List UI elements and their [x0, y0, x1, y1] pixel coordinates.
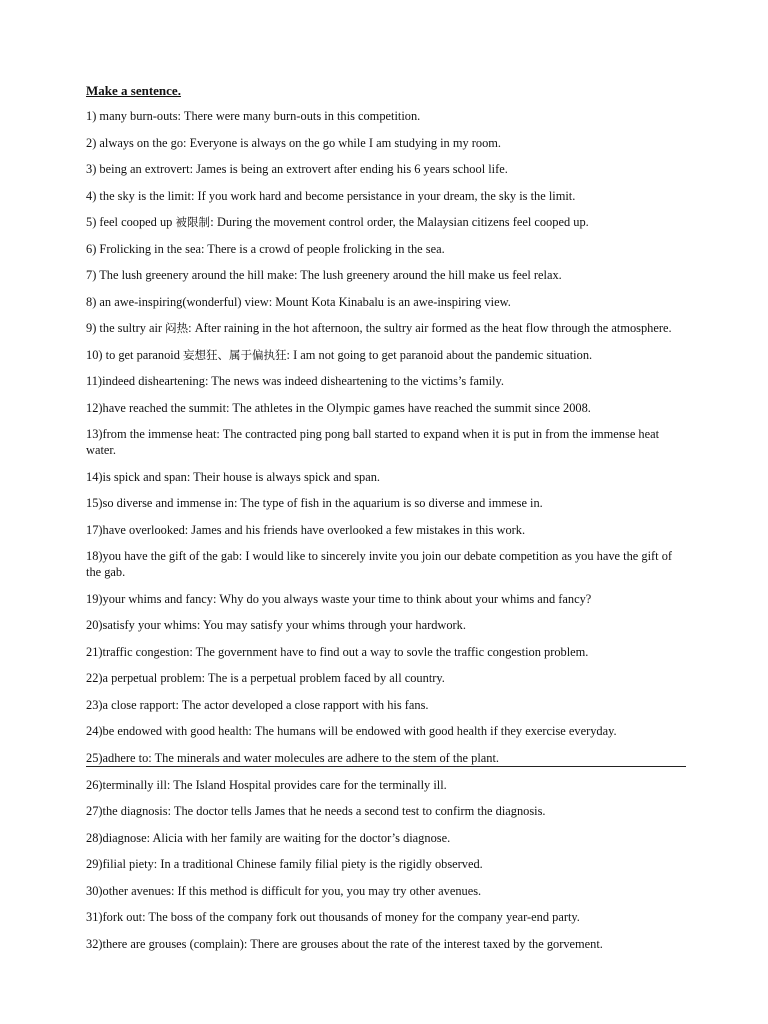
- list-item: [86, 548, 686, 580]
- item-sentence: Alicia with her family are waiting for the doctor’s diagnose.: [150, 830, 451, 845]
- item-phrase: terminally ill:: [102, 777, 171, 792]
- item-phrase: Frolicking in the sea:: [96, 241, 205, 256]
- list-item: [86, 591, 686, 607]
- item-phrase: from the immense heat:: [102, 427, 220, 441]
- item-number: 23): [86, 697, 103, 712]
- item-number: 7): [86, 268, 97, 282]
- item-chinese-gloss: 妄想狂、属于偏执狂: [183, 347, 287, 362]
- item-phrase: a perpetual problem:: [102, 671, 206, 685]
- item-phrase: feel cooped up: [96, 215, 176, 229]
- item-sentence: The lush greenery around the hill make us feel relax.: [297, 268, 562, 282]
- list-item: [86, 670, 686, 686]
- item-number: 11): [86, 374, 103, 388]
- item-sentence: During the movement control order, the Malaysian citizens feel cooped up.: [213, 215, 589, 229]
- item-sentence: I would like to sincerely invite you join our debate competition as you have the gift of the gab.: [86, 549, 673, 579]
- item-phrase: adhere to:: [102, 750, 152, 765]
- item-sentence: If this method is difficult for you, you may try other avenues.: [174, 883, 482, 898]
- item-sentence: The boss of the company fork out thousands of money for the company year-end party.: [145, 910, 580, 924]
- item-sentence: There is a crowd of people frolicking in the sea.: [204, 241, 445, 256]
- item-phrase: have reached the summit:: [102, 400, 230, 415]
- list-item: [86, 777, 686, 793]
- item-phrase: have overlooked:: [102, 522, 189, 537]
- item-phrase: satisfy your whims:: [102, 618, 201, 632]
- item-phrase: you have the gift of the gab:: [102, 549, 243, 563]
- list-item: [86, 426, 686, 458]
- item-sentence: : I am not going to get paranoid about the pandemic situation.: [286, 347, 593, 362]
- item-number: 8): [86, 294, 97, 309]
- item-phrase: fork out:: [102, 910, 146, 924]
- item-phrase: diagnose:: [102, 830, 151, 845]
- item-sentence: The government have to find out a way to sovle the traffic congestion problem.: [192, 644, 589, 659]
- item-phrase: there are grouses (complain):: [102, 936, 248, 951]
- item-sentence: The contracted ping pong ball started to expand when it is put in from the immense heat water.: [86, 427, 660, 457]
- list-item: [86, 750, 686, 767]
- item-number: 6): [86, 241, 97, 256]
- item-number: 3): [86, 162, 97, 176]
- item-number: 26): [86, 777, 103, 792]
- item-sentence: Why do you always waste your time to think about your whims and fancy?: [216, 591, 592, 606]
- list-item: [86, 697, 686, 713]
- list-item: [86, 830, 686, 846]
- item-sentence: Everyone is always on the go while I am studying in my room.: [186, 135, 502, 150]
- list-item: [86, 495, 686, 511]
- list-item: [86, 161, 686, 177]
- item-number: 5): [86, 215, 97, 229]
- item-sentence: The athletes in the Olympic games have reached the summit since 2008.: [229, 400, 591, 415]
- item-number: 1): [86, 109, 97, 123]
- item-phrase: an awe-inspiring(wonderful) view:: [96, 294, 273, 309]
- item-phrase: a close rapport:: [102, 697, 179, 712]
- list-item: [86, 214, 686, 230]
- list-item: [86, 241, 686, 257]
- item-number: 22): [86, 671, 103, 685]
- item-sentence: There are grouses about the rate of the interest taxed by the gorvement.: [247, 936, 603, 951]
- item-phrase: traffic congestion:: [102, 644, 193, 659]
- list-item: [86, 909, 686, 925]
- item-number: 24): [86, 724, 103, 738]
- item-number: 9): [86, 321, 97, 335]
- item-sentence: You may satisfy your whims through your hardwork.: [200, 618, 466, 632]
- item-number: 13): [86, 427, 103, 441]
- item-phrase: being an extrovert:: [96, 162, 194, 176]
- item-number: 30): [86, 883, 103, 898]
- item-sentence: Their house is always spick and span.: [190, 469, 381, 484]
- list-item: [86, 347, 686, 363]
- item-sentence: The type of fish in the aquarium is so diverse and immese in.: [237, 496, 543, 510]
- item-phrase: the sky is the limit:: [96, 188, 195, 203]
- list-item: [86, 936, 686, 952]
- item-chinese-gloss: 被限制:: [175, 215, 214, 229]
- item-number: 29): [86, 857, 103, 871]
- item-number: 32): [86, 936, 103, 951]
- list-item: [86, 188, 686, 204]
- item-number: 21): [86, 644, 103, 659]
- item-chinese-gloss: 闷热: [165, 321, 189, 335]
- sentence-list: [86, 108, 686, 952]
- item-phrase: filial piety:: [102, 857, 158, 871]
- list-item: [86, 135, 686, 151]
- list-item: [86, 320, 686, 336]
- list-item: [86, 644, 686, 660]
- item-phrase: other avenues:: [102, 883, 175, 898]
- item-sentence: James and his friends have overlooked a few mistakes in this work.: [188, 522, 526, 537]
- item-sentence: The news was indeed disheartening to the victims’s family.: [208, 374, 504, 388]
- item-sentence: The humans will be endowed with good health if they exercise everyday.: [251, 724, 617, 738]
- item-phrase: always on the go:: [96, 135, 187, 150]
- item-phrase: indeed disheartening:: [102, 374, 209, 388]
- item-number: 2): [86, 135, 97, 150]
- item-number: 4): [86, 188, 97, 203]
- item-phrase: is spick and span:: [102, 469, 191, 484]
- item-number: 10): [86, 347, 103, 362]
- item-number: 12): [86, 400, 103, 415]
- item-sentence: James is being an extrovert after ending his 6 years school life.: [193, 162, 508, 176]
- item-phrase: be endowed with good health:: [102, 724, 252, 738]
- list-item: [86, 856, 686, 872]
- item-sentence: The is a perpetual problem faced by all country.: [205, 671, 445, 685]
- item-number: 17): [86, 522, 103, 537]
- item-phrase: your whims and fancy:: [102, 591, 217, 606]
- item-number: 19): [86, 591, 103, 606]
- list-item: [86, 294, 686, 310]
- item-number: 31): [86, 910, 103, 924]
- list-item: [86, 883, 686, 899]
- list-item: [86, 803, 686, 819]
- item-number: 15): [86, 496, 103, 510]
- item-number: 18): [86, 549, 103, 563]
- item-number: 25): [86, 750, 103, 765]
- item-phrase: the diagnosis:: [102, 804, 172, 818]
- item-sentence: There were many burn-outs in this competition.: [181, 109, 421, 123]
- document-page: [86, 82, 686, 962]
- list-item: [86, 400, 686, 416]
- item-sentence: Mount Kota Kinabalu is an awe-inspiring view.: [272, 294, 511, 309]
- item-phrase: so diverse and immense in:: [102, 496, 238, 510]
- list-item: [86, 267, 686, 283]
- item-number: 20): [86, 618, 103, 632]
- item-phrase: to get paranoid: [102, 347, 184, 362]
- item-phrase: many burn-outs:: [96, 109, 181, 123]
- item-sentence: In a traditional Chinese family filial piety is the rigidly observed.: [157, 857, 483, 871]
- item-number: 14): [86, 469, 103, 484]
- item-phrase: The lush greenery around the hill make:: [96, 268, 298, 282]
- list-item: [86, 522, 686, 538]
- item-number: 28): [86, 830, 103, 845]
- item-phrase: the sultry air: [96, 321, 166, 335]
- item-sentence: The Island Hospital provides care for the terminally ill.: [170, 777, 447, 792]
- list-item: [86, 617, 686, 633]
- item-sentence: : After raining in the hot afternoon, the sultry air formed as the heat flow through the atmosphere.: [188, 321, 672, 335]
- list-item: [86, 469, 686, 485]
- list-item: [86, 108, 686, 124]
- item-sentence: The minerals and water molecules are adhere to the stem of the plant.: [151, 750, 499, 765]
- page-title: Make a sentence.: [86, 83, 181, 98]
- list-item: [86, 373, 686, 389]
- item-number: 27): [86, 804, 103, 818]
- item-sentence: If you work hard and become persistance in your dream, the sky is the limit.: [194, 188, 576, 203]
- item-sentence: The actor developed a close rapport with his fans.: [178, 697, 429, 712]
- list-item: [86, 723, 686, 739]
- item-sentence: The doctor tells James that he needs a second test to confirm the diagnosis.: [171, 804, 546, 818]
